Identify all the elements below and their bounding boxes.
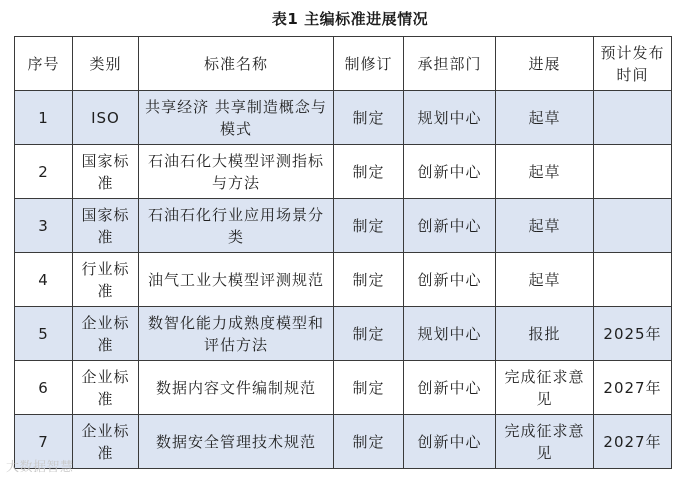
header-progress: 进展	[496, 37, 594, 91]
table-row	[15, 145, 672, 199]
header-no: 序号	[15, 37, 73, 91]
cell-dept: 创新中心	[404, 199, 496, 253]
cell-progress: 起草	[496, 91, 594, 145]
header-category: 类别	[73, 37, 139, 91]
cell-name: 数据安全管理技术规范	[139, 415, 334, 469]
table-row	[15, 415, 672, 469]
table-caption: 表1 主编标准进展情况	[271, 10, 429, 28]
cell-no: 6	[15, 361, 73, 415]
cell-progress: 完成征求意见	[496, 361, 594, 415]
cell-name: 数智化能力成熟度模型和评估方法	[139, 307, 334, 361]
table-row	[15, 253, 672, 307]
cell-progress: 完成征求意见	[496, 415, 594, 469]
cell-no: 2	[15, 145, 73, 199]
cell-type: 制定	[334, 91, 404, 145]
cell-progress: 起草	[496, 145, 594, 199]
cell-category: 国家标准	[73, 199, 139, 253]
cell-category: ISO	[73, 91, 139, 145]
table-row	[15, 307, 672, 361]
header-type: 制修订	[334, 37, 404, 91]
cell-no: 7	[15, 415, 73, 469]
cell-type: 制定	[334, 307, 404, 361]
cell-dept: 创新中心	[404, 415, 496, 469]
cell-dept: 规划中心	[404, 307, 496, 361]
cell-name: 数据内容文件编制规范	[139, 361, 334, 415]
cell-name: 石油石化行业应用场景分类	[139, 199, 334, 253]
watermark: 大数据智慧	[6, 460, 74, 475]
cell-release: 2027年	[594, 415, 672, 469]
cell-type: 制定	[334, 415, 404, 469]
cell-category: 企业标准	[73, 415, 139, 469]
cell-category: 国家标准	[73, 145, 139, 199]
cell-dept: 创新中心	[404, 253, 496, 307]
cell-release: 2025年	[594, 307, 672, 361]
cell-name: 石油石化大模型评测指标与方法	[139, 145, 334, 199]
cell-progress: 起草	[496, 253, 594, 307]
cell-release	[594, 253, 672, 307]
cell-type: 制定	[334, 145, 404, 199]
cell-no: 4	[15, 253, 73, 307]
cell-no: 3	[15, 199, 73, 253]
cell-category: 企业标准	[73, 307, 139, 361]
cell-type: 制定	[334, 253, 404, 307]
cell-dept: 规划中心	[404, 91, 496, 145]
cell-dept: 创新中心	[404, 145, 496, 199]
table-row	[15, 91, 672, 145]
table-row	[15, 199, 672, 253]
header-dept: 承担部门	[404, 37, 496, 91]
cell-type: 制定	[334, 361, 404, 415]
cell-type: 制定	[334, 199, 404, 253]
standards-progress-table	[14, 36, 672, 469]
cell-category: 行业标准	[73, 253, 139, 307]
cell-progress: 起草	[496, 199, 594, 253]
header-name: 标准名称	[139, 37, 334, 91]
header-release: 预计发布时间	[594, 37, 672, 91]
cell-release	[594, 91, 672, 145]
cell-name: 共享经济 共享制造概念与模式	[139, 91, 334, 145]
table-header-row	[15, 37, 672, 91]
cell-no: 5	[15, 307, 73, 361]
cell-release	[594, 145, 672, 199]
cell-dept: 创新中心	[404, 361, 496, 415]
cell-no: 1	[15, 91, 73, 145]
cell-category: 企业标准	[73, 361, 139, 415]
table-row	[15, 361, 672, 415]
cell-progress: 报批	[496, 307, 594, 361]
cell-release	[594, 199, 672, 253]
cell-name: 油气工业大模型评测规范	[139, 253, 334, 307]
cell-release: 2027年	[594, 361, 672, 415]
